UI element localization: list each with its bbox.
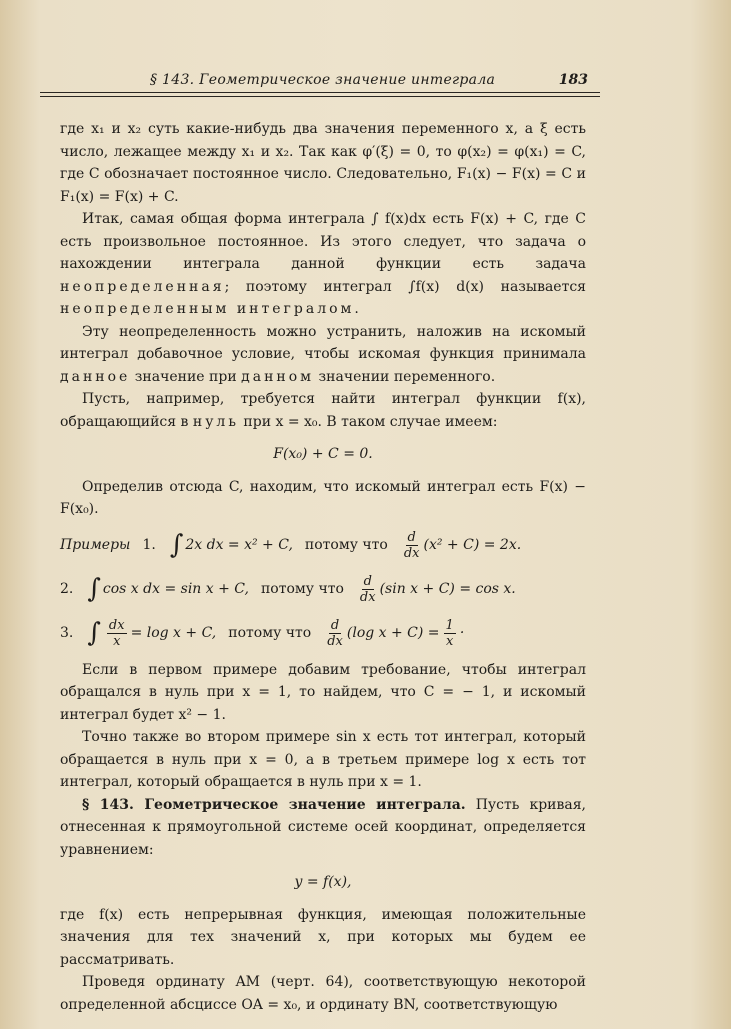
example-1 — [60, 527, 586, 565]
because-text: потому что — [260, 581, 344, 598]
integral-sign-icon: ∫ — [169, 530, 184, 561]
derivative-fraction: $\frac{d}{dx}$ — [359, 574, 376, 605]
page-number: 183 — [558, 72, 588, 88]
header-rule — [40, 96, 600, 97]
example-number: 3. — [60, 625, 74, 642]
spaced-term: данном — [241, 368, 315, 385]
paragraph: где f(x) есть непрерывная функция, имеющая положительные значения для тех значений x, при которых мы будем ее рассматривать. — [60, 906, 586, 968]
integrand-fraction: $\frac{dx}{x}$ — [108, 618, 125, 649]
derivative-fraction: $\frac{d}{dx}$ — [403, 530, 420, 561]
formula: F(x₀) + C = 0. — [273, 446, 373, 462]
formula: y = f(x), — [294, 874, 352, 890]
header-title: § 143. Геометрическое значение интеграла — [150, 72, 496, 88]
paragraph: Если в первом примере добавим требование, чтобы интеграл обращался в нуль при x = 1, то найдем, что C = − 1, и искомый интеграл будет x² − 1. — [60, 661, 586, 723]
example-lhs: 2x dx = x² + C, — [185, 537, 293, 554]
paragraph: Эту неопределенность можно устранить, наложив на искомый интеграл добавочное условие, чтобы искомая функция принимала данное значение при данном значении переменного. — [60, 323, 586, 385]
example-lhs: = log x + C, — [130, 625, 217, 642]
integral-sign-icon: ∫ — [87, 574, 101, 605]
because-text: потому что — [304, 537, 388, 554]
paragraph: где x₁ и x₂ суть какие-нибудь два значения переменного x, а ξ есть число, лежащее между x₁ и x₂. Так как φ′(ξ) = 0, то φ(x₂) = φ(x₁) = C, где C обозначает постоянное число. Следовательно, F₁(x) − F(x) = C и F₁(x) = F(x) + C. — [60, 121, 586, 205]
example-2 — [60, 571, 586, 609]
example-number: 2. — [60, 581, 74, 598]
period-dot: · — [459, 625, 465, 642]
spaced-term: неопределенная — [60, 278, 225, 295]
example-rhs: (x² + C) = 2x. — [423, 537, 522, 554]
example-rhs: (log x + C) = — [346, 625, 440, 642]
spaced-term: данное — [60, 368, 131, 385]
result-fraction: $\frac{1}{x}$ — [445, 618, 454, 649]
example-rhs: (sin x + C) = cos x. — [379, 581, 516, 598]
paragraph: Определив отсюда C, находим, что искомый интеграл есть F(x) − F(x₀). — [60, 478, 586, 517]
spaced-term: нуль — [192, 413, 239, 430]
because-text: потому что — [228, 625, 312, 642]
paragraph: § 143. Геометрическое значение интеграла. Пусть кривая, отнесенная к прямоугольной системе осей координат, определяется уравнением: — [60, 796, 586, 858]
paragraph: Пусть, например, требуется найти интеграл функции f(x), обращающийся в нуль при x = x₀. В таком случае имеем: — [60, 391, 586, 430]
examples-label: Примеры — [60, 537, 131, 554]
derivative-fraction: $\frac{d}{dx}$ — [327, 618, 343, 649]
paragraph: Точно также во втором примере sin x есть тот интеграл, который обращается в нуль при x = 0, а в третьем примере log x есть тот интеграл, который обращается в нуль при x = 1. — [60, 729, 586, 790]
integral-sign-icon: ∫ — [87, 618, 101, 649]
example-lhs: cos x dx = sin x + C, — [102, 581, 249, 598]
section-heading: § 143. Геометрическое значение интеграла. — [82, 796, 466, 813]
running-header — [40, 72, 600, 93]
paragraph: Проведя ординату AM (черт. 64), соответствующую некоторой определенной абсциссе OA = x₀, и ординату BN, соответствующую — [60, 974, 586, 1013]
spaced-term: неопределенным интегралом — [60, 301, 355, 317]
example-3 — [60, 615, 586, 653]
example-number: 1. — [142, 537, 156, 554]
page-body — [60, 118, 586, 1016]
paragraph: Итак, самая общая форма интеграла ∫ f(x)dx есть F(x) + C, где C есть произвольное постоянное. Из этого следует, что задача о нахождении интеграла данной функции есть задача неопределенная; поэтому интеграл ∫f(x) d(x) называется неопределенным интегралом. — [60, 211, 586, 317]
